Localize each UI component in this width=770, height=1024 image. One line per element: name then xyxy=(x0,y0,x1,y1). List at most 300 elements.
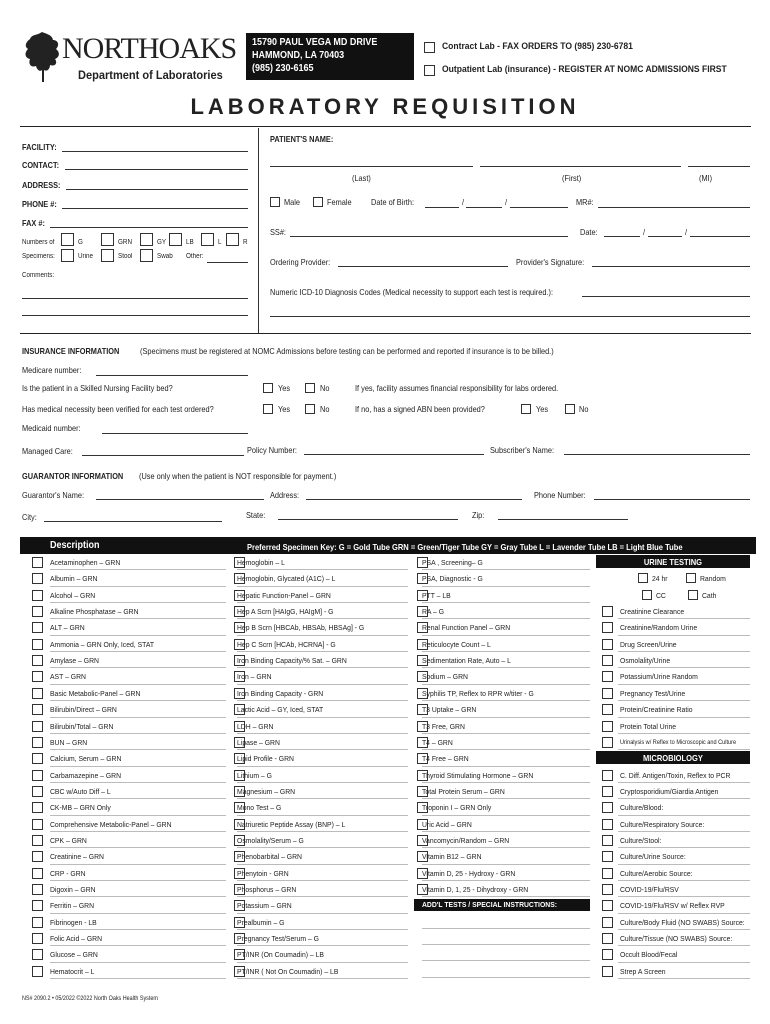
test-name: Hemoglobin, Glycated (A1C) – L xyxy=(237,574,336,584)
test-checkbox[interactable] xyxy=(602,737,613,748)
microbiology-header-title: MICROBIOLOGY xyxy=(642,753,703,764)
test-checkbox[interactable] xyxy=(32,884,43,895)
address-label: ADDRESS: xyxy=(22,181,61,190)
test-name: PSA , Screening– G xyxy=(422,558,483,567)
test-name: PTT – LB xyxy=(422,590,451,600)
patient-first-label: (First) xyxy=(562,174,582,183)
row-divider xyxy=(50,782,226,783)
test-checkbox[interactable] xyxy=(32,737,43,748)
row-divider xyxy=(50,847,226,848)
section-rule xyxy=(20,333,751,334)
dob-month-field[interactable] xyxy=(425,207,459,208)
row-divider xyxy=(618,978,750,979)
test-checkbox[interactable] xyxy=(602,704,613,715)
verified-yes-checkbox[interactable] xyxy=(263,404,273,414)
test-checkbox[interactable] xyxy=(32,966,43,977)
description-header: Description xyxy=(50,540,100,551)
test-checkbox[interactable] xyxy=(602,851,613,862)
test-checkbox[interactable] xyxy=(602,655,613,666)
guarantor-phone-label: Phone Number: xyxy=(534,491,586,500)
outpatient-lab-label: Outpatient Lab (insurance) - REGISTER AT NOMC ADMISSIONS FIRST xyxy=(442,64,727,75)
urine-option-checkbox[interactable] xyxy=(638,573,648,583)
row-divider xyxy=(618,684,750,685)
contact-field[interactable] xyxy=(65,169,248,170)
contract-lab-label: Contract Lab - FAX ORDERS TO (985) 230-6781 xyxy=(442,41,633,52)
test-checkbox[interactable] xyxy=(32,900,43,911)
row-divider xyxy=(50,945,226,946)
dob-slash: / xyxy=(462,198,465,207)
row-divider xyxy=(422,798,590,799)
icd-field1[interactable] xyxy=(582,296,750,297)
test-checkbox[interactable] xyxy=(602,835,613,846)
urine-option-checkbox[interactable] xyxy=(688,590,698,600)
test-name: Albumin – GRN xyxy=(50,574,98,584)
date-slash: / xyxy=(643,228,646,237)
test-name: CPK – GRN xyxy=(50,835,87,845)
guarantor-note: (Use only when the patient is NOT responsible for payment.) xyxy=(139,472,337,481)
test-name: Sodium – GRN xyxy=(422,672,468,682)
address-line2: HAMMOND, LA 70403 xyxy=(252,50,345,61)
patient-mi-field[interactable] xyxy=(688,166,750,167)
verified-no-checkbox[interactable] xyxy=(305,404,315,414)
addl-tests-line[interactable] xyxy=(422,977,590,978)
test-name: Lithium – G xyxy=(237,770,272,780)
test-column-1 xyxy=(20,554,232,980)
urine-option-label: Random xyxy=(700,574,726,584)
test-checkbox[interactable] xyxy=(32,770,43,781)
test-name: CBC w/Auto Diff – L xyxy=(50,786,111,796)
specimen-lb-box[interactable] xyxy=(169,233,182,246)
test-column-3 xyxy=(414,554,596,980)
female-checkbox[interactable] xyxy=(313,197,323,207)
test-checkbox[interactable] xyxy=(32,688,43,699)
row-divider xyxy=(50,815,226,816)
test-name: PT/INR (On Coumadin) – LB xyxy=(237,950,324,960)
test-name: Lipase – GRN xyxy=(237,737,280,747)
row-divider xyxy=(618,717,750,718)
row-divider xyxy=(50,667,226,668)
dob-label: Date of Birth: xyxy=(371,198,415,207)
medicare-field[interactable] xyxy=(96,375,248,376)
micro-test-name: Culture/Respiratory Source: xyxy=(620,819,705,829)
ordering-provider-field[interactable] xyxy=(338,266,508,267)
addl-tests-line[interactable] xyxy=(422,928,590,929)
test-checkbox[interactable] xyxy=(602,900,613,911)
snf-yes-label: Yes xyxy=(278,384,291,393)
dob-year-field[interactable] xyxy=(510,207,568,208)
address-field[interactable] xyxy=(66,189,248,190)
test-checkbox[interactable] xyxy=(32,753,43,764)
test-name: Bilirubin/Direct – GRN xyxy=(50,705,117,715)
row-divider xyxy=(50,880,226,881)
row-divider xyxy=(50,586,226,587)
row-divider xyxy=(422,684,590,685)
row-divider xyxy=(50,864,226,865)
guarantor-name-field[interactable] xyxy=(96,499,264,500)
row-divider xyxy=(618,880,750,881)
abn-yes-label: Yes xyxy=(536,405,549,414)
row-divider xyxy=(422,896,590,897)
test-name: Ferritin – GRN xyxy=(50,901,95,911)
contract-lab-checkbox[interactable] xyxy=(424,42,435,53)
addl-tests-title: ADD'L TESTS / SPECIAL INSTRUCTIONS: xyxy=(422,900,558,910)
date-month-field[interactable] xyxy=(604,236,640,237)
footer: NS# 2090.2 • 05/2022 ©2022 North Oaks Health System xyxy=(22,996,158,1002)
row-divider xyxy=(237,635,408,636)
guarantor-address-field[interactable] xyxy=(306,499,522,500)
test-name: Renal Function Panel – GRN xyxy=(422,623,511,633)
guarantor-zip-label: Zip: xyxy=(472,511,485,520)
test-name: T3 Free, GRN xyxy=(422,721,465,731)
test-name: Troponin I – GRN Only xyxy=(422,803,492,813)
row-divider xyxy=(422,635,590,636)
row-divider xyxy=(618,667,750,668)
test-name: Phosphorus – GRN xyxy=(237,885,297,894)
verified-yes-label: Yes xyxy=(278,405,291,414)
logo xyxy=(22,30,237,86)
comments-line2[interactable] xyxy=(22,315,248,316)
test-name: Hematocrit – L xyxy=(50,966,95,976)
row-divider xyxy=(237,717,408,718)
test-checkbox[interactable] xyxy=(32,851,43,862)
test-name: Comprehensive Metabolic-Panel – GRN xyxy=(50,819,172,829)
row-divider xyxy=(50,618,226,619)
row-divider xyxy=(50,700,226,701)
comments-label: Comments: xyxy=(22,272,55,279)
fax-label: FAX #: xyxy=(22,219,45,228)
row-divider xyxy=(237,798,408,799)
insurance-note: (Specimens must be registered at NOMC Admissions before testing can be performed and reported if insurance is to be billed.) xyxy=(140,347,554,356)
test-checkbox[interactable] xyxy=(602,819,613,830)
test-name: Total Protein Serum – GRN xyxy=(422,786,505,796)
dob-day-field[interactable] xyxy=(466,207,502,208)
row-divider xyxy=(237,831,408,832)
row-divider xyxy=(618,618,750,619)
row-divider xyxy=(237,684,408,685)
test-checkbox[interactable] xyxy=(32,917,43,928)
snf-yes-checkbox[interactable] xyxy=(263,383,273,393)
test-checkbox[interactable] xyxy=(602,966,613,977)
micro-test-name: Strep A Screen xyxy=(620,966,666,976)
addl-tests-line[interactable] xyxy=(422,960,590,961)
test-checkbox[interactable] xyxy=(602,721,613,732)
test-name: T4 – GRN xyxy=(422,737,453,747)
row-divider xyxy=(50,766,226,767)
specimen-stool-box[interactable] xyxy=(101,249,114,262)
icd-label: Numeric ICD-10 Diagnosis Codes (Medical necessity to support each test is required.): xyxy=(270,288,554,297)
urine-test-name: Potassium/Urine Random xyxy=(620,672,698,682)
row-divider xyxy=(50,717,226,718)
patient-last-label: (Last) xyxy=(352,174,371,183)
guarantor-phone-field[interactable] xyxy=(594,499,750,500)
test-name: Iron Binding Capacity/% Sat. – GRN xyxy=(237,656,347,666)
specimen-l-box[interactable] xyxy=(201,233,214,246)
test-name: Hep B Scrn [HBCAb, HBSAb, HBSAg] - G xyxy=(237,623,365,633)
provider-signature-field[interactable] xyxy=(592,266,750,267)
snf-question: Is the patient in a Skilled Nursing Facility bed? xyxy=(22,384,173,393)
specimen-urine-label: Urine xyxy=(78,253,94,260)
test-checkbox[interactable] xyxy=(602,949,613,960)
mr-field[interactable] xyxy=(598,207,750,208)
test-name: Folic Acid – GRN xyxy=(50,934,103,944)
specimen-other-label: Other: xyxy=(186,253,204,260)
test-checkbox[interactable] xyxy=(32,819,43,830)
test-checkbox[interactable] xyxy=(32,704,43,715)
test-name: Fibrinogen - LB xyxy=(50,917,97,927)
guarantor-city-field[interactable] xyxy=(44,521,222,522)
urine-test-name: Creatinine Clearance xyxy=(620,607,685,617)
urine-option-checkbox[interactable] xyxy=(642,590,652,600)
row-divider xyxy=(618,945,750,946)
row-divider xyxy=(618,815,750,816)
test-checkbox[interactable] xyxy=(602,786,613,797)
test-checkbox[interactable] xyxy=(602,884,613,895)
test-checkbox[interactable] xyxy=(32,868,43,879)
test-name: RA – G xyxy=(422,607,445,617)
specimen-l-label: L xyxy=(218,239,222,246)
test-name: Vitamin D, 1, 25 - Dihydroxy - GRN xyxy=(422,885,529,894)
row-divider xyxy=(237,880,408,881)
specimen-r-label: R xyxy=(243,239,248,246)
test-name: PSA, Diagnostic - G xyxy=(422,574,483,584)
policy-number-field[interactable] xyxy=(304,454,484,455)
test-checkbox[interactable] xyxy=(32,639,43,650)
address-block xyxy=(246,33,414,80)
subscriber-label: Subscriber's Name: xyxy=(490,446,555,455)
row-divider xyxy=(422,782,590,783)
male-checkbox[interactable] xyxy=(270,197,280,207)
test-name: Prealbumin – G xyxy=(237,917,285,927)
row-divider xyxy=(50,929,226,930)
test-checkbox[interactable] xyxy=(32,671,43,682)
row-divider xyxy=(237,749,408,750)
address-line1: 15790 PAUL VEGA MD DRIVE xyxy=(252,37,378,48)
patient-first-field[interactable] xyxy=(480,166,681,167)
managed-care-label: Managed Care: xyxy=(22,447,73,456)
test-name: T3 Uptake – GRN xyxy=(422,705,477,715)
test-name: CK-MB – GRN Only xyxy=(50,803,111,813)
icd-field2[interactable] xyxy=(270,316,750,317)
test-checkbox[interactable] xyxy=(602,622,613,633)
fax-field[interactable] xyxy=(50,227,248,228)
test-name: Osmolality/Serum – G xyxy=(237,835,304,845)
date-slash: / xyxy=(685,228,688,237)
date-label: Date: xyxy=(580,228,598,237)
address-phone: (985) 230-6165 xyxy=(252,63,314,74)
row-divider xyxy=(50,602,226,603)
test-name: Hep C Scrn [HCAb, HCRNA] - G xyxy=(237,639,336,649)
micro-test-name: COVID-19/Flu/RSV xyxy=(620,885,679,894)
test-name: PT/INR ( Not On Coumadin) – LB xyxy=(237,966,339,976)
managed-care-field[interactable] xyxy=(82,455,244,456)
row-divider xyxy=(237,913,408,914)
urine-test-name: Drug Screen/Urine xyxy=(620,639,677,649)
row-divider xyxy=(237,733,408,734)
test-checkbox[interactable] xyxy=(32,802,43,813)
test-checkbox[interactable] xyxy=(32,655,43,666)
specimen-other-field[interactable] xyxy=(207,262,248,263)
row-divider xyxy=(237,815,408,816)
row-divider xyxy=(618,635,750,636)
ordering-provider-label: Ordering Provider: xyxy=(270,258,331,267)
date-day-field[interactable] xyxy=(648,236,682,237)
test-checkbox[interactable] xyxy=(32,721,43,732)
row-divider xyxy=(422,815,590,816)
ss-field[interactable] xyxy=(290,236,568,237)
policy-number-label: Policy Number: xyxy=(247,446,297,455)
test-checkbox[interactable] xyxy=(602,770,613,781)
row-divider xyxy=(237,962,408,963)
guarantor-state-field[interactable] xyxy=(278,519,458,520)
verified-question: Has medical necessity been verified for each test ordered? xyxy=(22,405,214,414)
micro-test-name: Culture/Tissue (NO SWABS) Source: xyxy=(620,934,733,944)
row-divider xyxy=(422,618,590,619)
test-checkbox[interactable] xyxy=(602,671,613,682)
row-divider xyxy=(422,700,590,701)
row-divider xyxy=(237,766,408,767)
test-name: Vancomycin/Random – GRN xyxy=(422,835,510,845)
specimen-g-label: G xyxy=(78,239,83,246)
brand-oaks: OAKS xyxy=(158,32,237,65)
test-checkbox[interactable] xyxy=(32,933,43,944)
test-name: Digoxin – GRN xyxy=(50,885,96,894)
row-divider xyxy=(237,586,408,587)
provider-signature-label: Provider's Signature: xyxy=(516,258,585,267)
test-name: Vitamin B12 – GRN xyxy=(422,852,482,862)
test-checkbox[interactable] xyxy=(602,606,613,617)
urine-option-checkbox[interactable] xyxy=(686,573,696,583)
row-divider xyxy=(50,896,226,897)
medicare-label: Medicare number: xyxy=(22,366,82,375)
guarantor-zip-field[interactable] xyxy=(498,519,628,520)
contact-label: CONTACT: xyxy=(22,161,60,170)
row-divider xyxy=(50,962,226,963)
micro-test-name: Culture/Urine Source: xyxy=(620,852,686,862)
row-divider xyxy=(237,667,408,668)
patient-mi-label: (MI) xyxy=(699,174,713,183)
test-checkbox[interactable] xyxy=(602,688,613,699)
specimen-grn-box[interactable] xyxy=(101,233,114,246)
guarantor-city-label: City: xyxy=(22,513,37,522)
urine-test-name: Osmolality/Urine xyxy=(620,656,671,666)
page-title: LABORATORY REQUISITION xyxy=(190,94,580,119)
comments-line1[interactable] xyxy=(22,298,248,299)
test-checkbox[interactable] xyxy=(602,933,613,944)
section-divider-vertical xyxy=(258,128,259,333)
row-divider xyxy=(237,782,408,783)
addl-tests-line[interactable] xyxy=(422,944,590,945)
row-divider xyxy=(50,798,226,799)
test-name: Pregnancy Test/Serum – G xyxy=(237,934,319,944)
test-checkbox[interactable] xyxy=(32,557,43,568)
dob-slash: / xyxy=(505,198,508,207)
facility-field[interactable] xyxy=(62,151,248,152)
test-checkbox[interactable] xyxy=(602,802,613,813)
phone-field[interactable] xyxy=(62,208,248,209)
outpatient-lab-checkbox[interactable] xyxy=(424,65,435,76)
micro-test-name: C. Diff. Antigen/Toxin, Reflex to PCR xyxy=(620,770,731,780)
test-name: Alkaline Phosphatase – GRN xyxy=(50,607,139,617)
specimen-swab-box[interactable] xyxy=(140,249,153,262)
test-name: Creatinine – GRN xyxy=(50,852,104,862)
row-divider xyxy=(422,749,590,750)
test-name: Hepatic Function-Panel – GRN xyxy=(237,590,331,600)
specimen-swab-label: Swab xyxy=(157,253,173,260)
urine-test-name: Protein/Creatinine Ratio xyxy=(620,705,693,715)
test-checkbox[interactable] xyxy=(602,639,613,650)
guarantor-title: GUARANTOR INFORMATION xyxy=(22,472,124,481)
test-checkbox[interactable] xyxy=(32,606,43,617)
row-divider xyxy=(50,749,226,750)
specimen-stool-label: Stool xyxy=(118,253,133,260)
test-checkbox[interactable] xyxy=(602,917,613,928)
test-name: Natriuretic Peptide Assay (BNP) – L xyxy=(237,819,346,829)
urine-test-name: Pregnancy Test/Urine xyxy=(620,688,686,698)
test-name: Mono Test – G xyxy=(237,803,282,813)
row-divider xyxy=(422,602,590,603)
row-divider xyxy=(618,864,750,865)
test-name: Carbamazepine – GRN xyxy=(50,770,122,780)
row-divider xyxy=(50,569,226,570)
medicaid-field[interactable] xyxy=(102,433,248,434)
test-checkbox[interactable] xyxy=(32,786,43,797)
department-name: Department of Laboratories xyxy=(78,68,223,82)
row-divider xyxy=(237,651,408,652)
test-name: Uric Acid – GRN xyxy=(422,819,472,829)
test-name: Vitamin D, 25 - Hydroxy - GRN xyxy=(422,868,516,878)
mr-label: MR#: xyxy=(576,198,594,207)
test-name: T4 Free – GRN xyxy=(422,754,469,764)
urine-option-label: 24 hr xyxy=(652,574,668,584)
row-divider xyxy=(237,847,408,848)
specimen-g-box[interactable] xyxy=(61,233,74,246)
test-checkbox[interactable] xyxy=(32,949,43,960)
guarantor-address-label: Address: xyxy=(270,491,300,500)
test-name: LDH – GRN xyxy=(237,721,274,731)
date-year-field[interactable] xyxy=(690,236,750,237)
guarantor-state-label: State: xyxy=(246,511,266,520)
row-divider xyxy=(422,586,590,587)
snf-no-checkbox[interactable] xyxy=(305,383,315,393)
patient-last-field[interactable] xyxy=(270,166,473,167)
test-column-2 xyxy=(232,554,414,980)
test-name: Calcium, Serum – GRN xyxy=(50,754,122,764)
row-divider xyxy=(618,847,750,848)
abn-no-checkbox[interactable] xyxy=(565,404,575,414)
test-name: Glucose – GRN xyxy=(50,950,98,960)
micro-test-name: Culture/Aerobic Source: xyxy=(620,868,693,878)
specimen-urine-box[interactable] xyxy=(61,249,74,262)
test-checkbox[interactable] xyxy=(602,868,613,879)
specimen-gy-label: GY xyxy=(157,239,167,246)
micro-test-name: Cryptosporidium/Giardia Antigen xyxy=(620,786,719,796)
snf-no-label: No xyxy=(320,384,330,393)
num-specimens-label2: Specimens: xyxy=(22,253,55,260)
subscriber-field[interactable] xyxy=(564,454,750,455)
test-checkbox[interactable] xyxy=(32,590,43,601)
test-checkbox[interactable] xyxy=(32,835,43,846)
test-checkbox[interactable] xyxy=(32,622,43,633)
urine-testing-header-title: URINE TESTING xyxy=(643,557,703,567)
row-divider xyxy=(618,733,750,734)
row-divider xyxy=(618,831,750,832)
abn-yes-checkbox[interactable] xyxy=(521,404,531,414)
specimen-gy-box[interactable] xyxy=(140,233,153,246)
row-divider xyxy=(237,569,408,570)
test-checkbox[interactable] xyxy=(32,573,43,584)
specimen-r-box[interactable] xyxy=(226,233,239,246)
urine-test-name: Protein Total Urine xyxy=(620,721,677,731)
